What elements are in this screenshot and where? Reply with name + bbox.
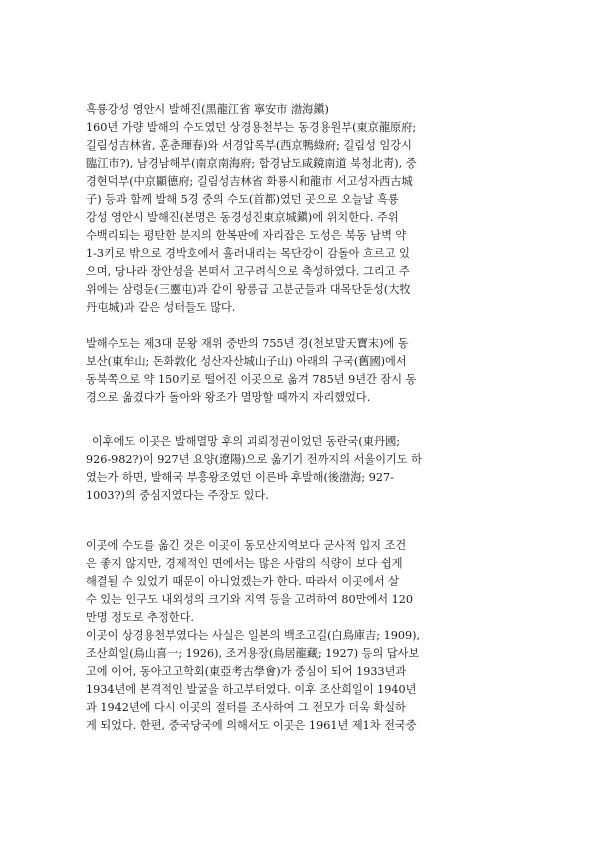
text-line: 위에는 삼령둔(三靈屯)과 같이 왕릉급 고분군들과 대목단둔성(大牧 bbox=[86, 283, 411, 296]
text-line: 흑룡강성 영안시 발해진(黑龍江省 寧安市 渤海鎭) bbox=[86, 103, 329, 116]
text-line: 발해수도는 제3대 문왕 재위 중반의 755년 경(천보말天寶末)에 동 bbox=[86, 337, 409, 350]
text-line: 으며, 당나라 장안성을 본떠서 고구려식으로 축성하였다. 그리고 주 bbox=[86, 265, 410, 278]
text-line: 수백리되는 평탄한 분지의 한복판에 자리잡은 도성은 북동 남벽 약 bbox=[86, 229, 407, 242]
text-line: 臨江市?), 남경남해부(南京南海府; 함경남도咸鏡南道 북청北靑), 중 bbox=[86, 157, 417, 170]
text-line: 게 되었다. 한편, 중국당국에 의해서도 이곳은 1961년 제1차 전국중 bbox=[86, 719, 417, 732]
text-line: 였는가 하면, 발해국 부흥왕조였던 이른바 후발해(後渤海; 927- bbox=[86, 471, 394, 484]
document-page bbox=[86, 101, 510, 735]
text-line: 이후에도 이곳은 발해멸망 후의 괴뢰정권이었던 동란국(東丹國; bbox=[92, 435, 401, 448]
text-line: 1-3키로 밖으로 경박호에서 흘러내리는 목단강이 감돌아 흐르고 있 bbox=[86, 247, 410, 260]
text-line: 길림성吉林省, 훈춘琿春)와 서경압록부(西京鴨綠府; 길림성 임강시 bbox=[86, 139, 412, 152]
text-line: 子) 등과 함께 발해 5경 중의 수도(首都)였던 곳으로 오늘날 흑룡 bbox=[86, 193, 399, 206]
paragraph-history bbox=[86, 101, 510, 317]
paragraph-later-history bbox=[86, 433, 510, 505]
text-line: 1003?)의 중심지였다는 주장도 있다. bbox=[86, 489, 269, 502]
paragraph-excavation bbox=[86, 537, 510, 735]
text-line: 고에 이어, 동아고고학회(東亞考古學會)가 중심이 되어 1933년과 bbox=[86, 665, 407, 678]
text-line: 丹屯城)과 같은 성터들도 많다. bbox=[86, 301, 236, 314]
text-line: 이곳이 상경용천부였다는 사실은 일본의 백조고길(白鳥庫吉; 1909), bbox=[86, 629, 421, 642]
text-line: 경현덕부(中京顯德府; 길림성吉林省 화룡시和龍市 서고성자西古城 bbox=[86, 175, 413, 188]
text-line: 이곳에 수도를 옮긴 것은 이곳이 동모산지역보다 군사적 입지 조건 bbox=[86, 539, 407, 552]
text-line: 경으로 옮겼다가 돌아와 왕조가 멸망할 때까지 자리했었다. bbox=[86, 391, 371, 404]
text-line: 강성 영안시 발해진(본명은 동경성진東京城鎭)에 위치한다. 주위 bbox=[86, 211, 399, 224]
text-line: 만명 정도로 추정한다. bbox=[86, 611, 194, 624]
text-line: 1934년에 본격적인 발굴을 하고부터였다. 이후 조산희일이 1940년 bbox=[86, 683, 417, 696]
text-line: 해결될 수 있었기 때문이 아니었겠는가 한다. 따라서 이곳에서 살 bbox=[86, 575, 399, 588]
text-line: 과 1942년에 다시 이곳의 절터를 조사하여 그 전모가 더욱 확실하 bbox=[86, 701, 406, 714]
text-line: 동북쪽으로 약 150키로 떨어진 이곳으로 옮겨 785년 9년간 잠시 동 bbox=[86, 373, 417, 386]
text-line: 조산희일(鳥山喜一; 1926), 조거용장(鳥居龍藏; 1927) 등의 답사보 bbox=[86, 647, 420, 660]
text-line: 은 좋지 않지만, 경제적인 면에서는 많은 사람의 식량이 보다 쉽게 bbox=[86, 557, 403, 570]
text-line: 수 있는 인구도 내외성의 크기와 지역 등을 고려하여 80만에서 120 bbox=[86, 593, 413, 606]
paragraph-capital-move bbox=[86, 335, 510, 407]
text-line: 보산(東牟山; 돈화敦化 성산자산城山子山) 아래의 구국(舊國)에서 bbox=[86, 355, 407, 368]
text-line: 926-982?)이 927년 요양(遼陽)으로 옮기기 전까지의 서울이기도 하 bbox=[86, 453, 422, 466]
text-line: 160년 가량 발해의 수도였던 상경용천부는 동경용원부(東京龍原府; bbox=[86, 121, 417, 134]
